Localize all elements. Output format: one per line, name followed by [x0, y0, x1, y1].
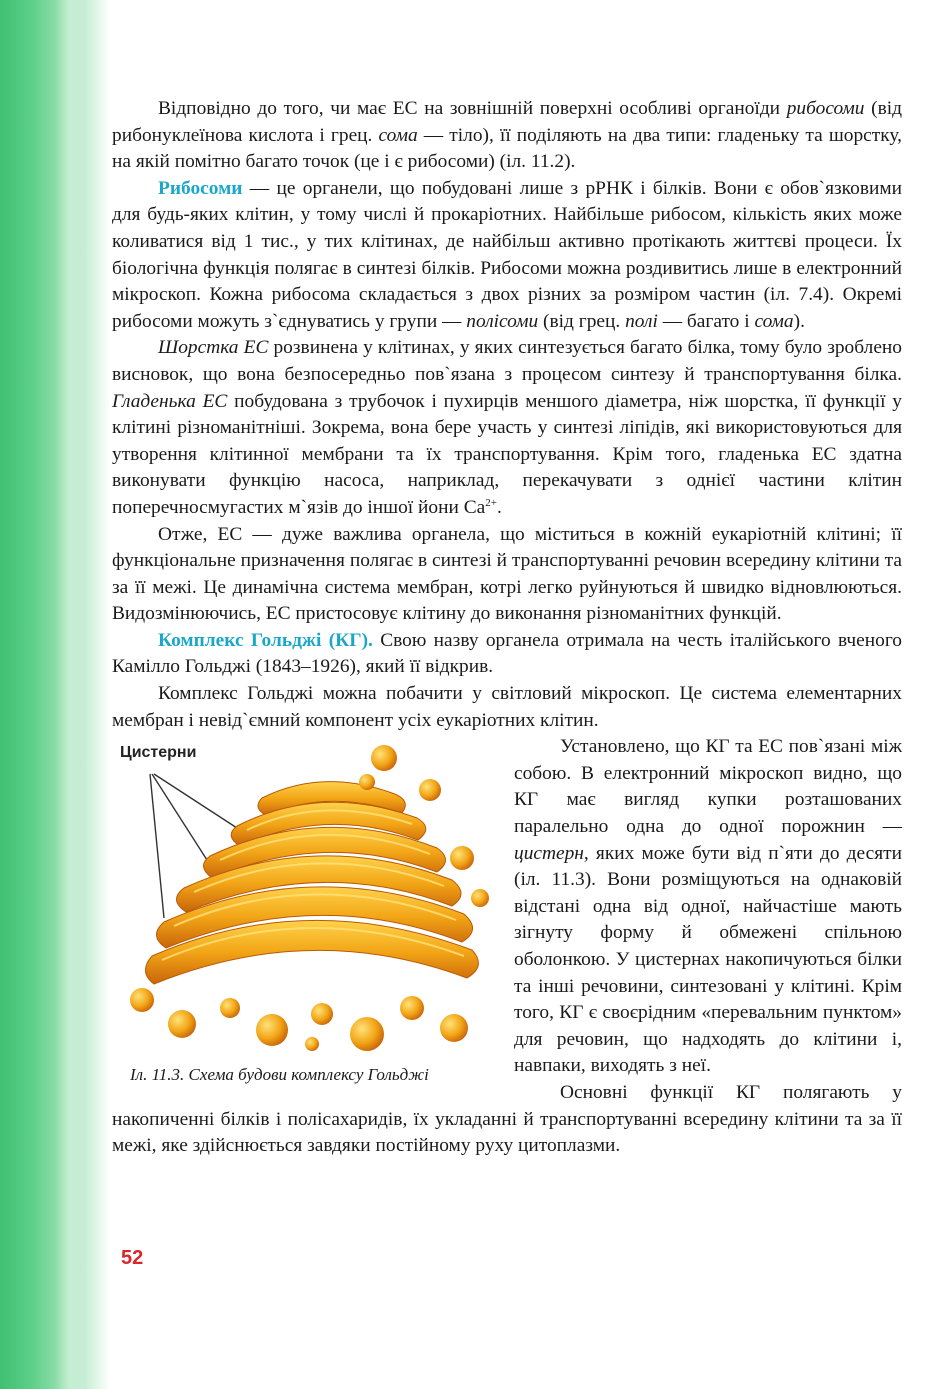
golgi-illustration — [112, 738, 492, 1063]
page-content — [112, 96, 902, 1160]
page-number: 52 — [121, 1247, 144, 1269]
figure-label-cisternae: Цистерни — [120, 744, 197, 762]
paragraph-ribosomes: Рибосоми — це органели, що побудовані лише з рРНК і білків. Вони є обов`язковими для будь-яких клітин, у тому числі й прокаріотних. Найбільше рибосом, кількість яких може коливатися від 1 тис., у тих клітинах, де найбільш активно протікають життєві процеси. Їх біологічна функція полягає в синтезі білків. Рибосоми можна роздивитись лише в електронний мікроскоп. Кожна рибосома складається з двох різних за розміром частин (іл. 7.4). Окремі рибосоми можуть з`єднуватись у групи — полісоми (від грец. полі — багато і сома). — [112, 177, 902, 332]
term-ribosomes: Рибосоми — [158, 177, 243, 199]
paragraph-golgi-structure: Установлено, що КГ та ЕС пов`язані між собою. В електронний мікроскоп видно, що КГ має вигляд купки розташованих паралельно одна до одної порожнин — цистерн, яких може бути від п`яти до десяти (іл. 11.3). Вони розміщуються на однаковій відстані одна від одної, найчастіше мають зігнуту форму й обмежені спільною оболонкою. У цистернах накопичуються білки та інші речовини, синтезовані у клітині. Крім того, КГ є своєрідним «перевальним пунктом» для речовин, що надходять до клітини і, навпаки, виходять з неї. — [514, 736, 902, 1077]
paragraph-rough-er: Шорстка ЕС розвинена у клітинах, у яких синтезується багато білка, тому було зроблено висновок, що вона безпосередньо пов`язана з процесом синтезу й транспортування білка. Гладенька ЕС побудована з трубочок і пухирців меншого діаметра, ніж шорстка, її функції у клітині різноманітніші. Зокрема, вона бере участь у синтезі ліпідів, які використовуються для утворення клітинної мембрани та їх транспортування. Крім того, гладенька ЕС здатна виконувати функцію насоса, наприклад, перекачувати з однієї частини клітин поперечносмугастих м`язів до іншої йони $Са^{2+}$. — [112, 337, 902, 518]
paragraph-er-summary: Отже, ЕС — дуже важлива органела, що міститься в кожній еукаріотній клітині; її функціональне призначення полягає в синтезі й транспортуванні речовин всередину клітини та за її межі. Це динамічна система мембран, котрі легко руйнуються й швидко відновлюються. Видозмінюючись, ЕС пристосовує клітину до виконання різноманітних функцій. — [112, 523, 902, 625]
paragraph-golgi-intro: Комплекс Гольджі (КГ). Свою назву органела отримала на честь італійського вченого Камілло Гольджі (1843–1926), який її відкрив. — [112, 629, 902, 678]
decorative-side-band — [0, 0, 110, 1389]
paragraph-golgi-microscope: Комплекс Гольджі можна побачити у світловий мікроскоп. Це система елементарних мембран і невід`ємний компонент усіх еукаріотних клітин. — [112, 683, 902, 731]
term-golgi: Комплекс Гольджі (КГ). — [158, 629, 373, 651]
paragraph-1: Відповідно до того, чи має ЕС на зовнішній поверхні особливі органоїди рибосоми (від рибонуклеїнова кислота і грец. сома — тіло), її поділяють на два типи: гладеньку та шорстку, на якій помітно багато точок (це і є рибосоми) (іл. 11.2). — [112, 98, 903, 173]
figure-caption: Іл. 11.3. Схема будови комплексу Гольджі — [130, 1065, 429, 1085]
paragraph-golgi-functions: Основні функції КГ полягають у накопиченні білків і полісахаридів, їх укладанні й транспортуванні всередину клітини та за її межі, яке здійснюється завдяки постійному руху цитоплазми. — [112, 1081, 902, 1157]
golgi-figure — [112, 738, 492, 1088]
